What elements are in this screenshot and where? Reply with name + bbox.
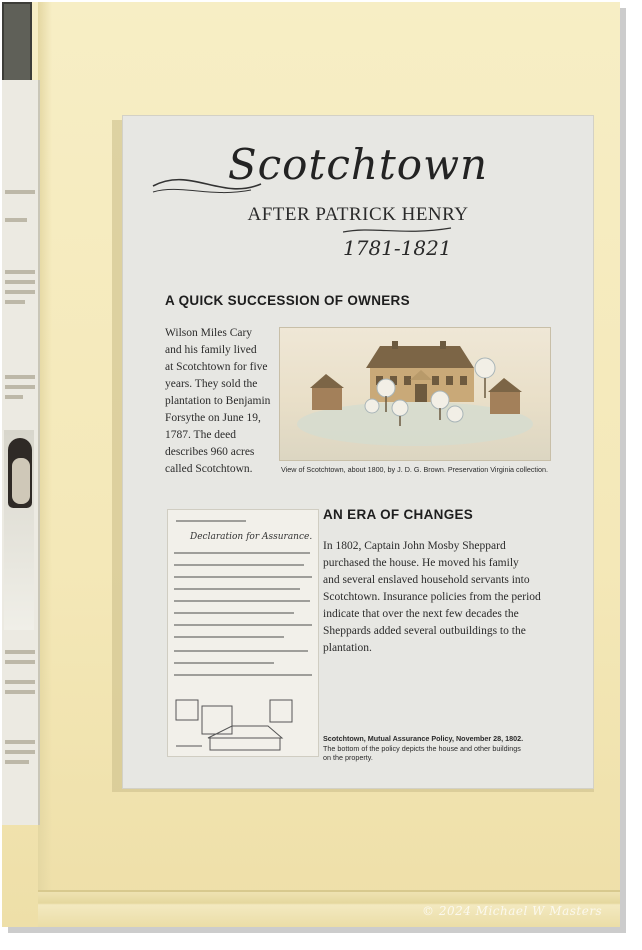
- body-line: plantation to Benjamin: [165, 395, 271, 407]
- panel-text-line: [5, 740, 35, 744]
- panel-text-line: [5, 650, 35, 654]
- document-line: [174, 650, 308, 652]
- body-line: years. They sold the: [165, 378, 258, 390]
- document-line: [174, 636, 284, 638]
- document-line: [174, 588, 300, 590]
- scotchtown-painting: [279, 327, 551, 461]
- body-line: and his family lived: [165, 344, 257, 356]
- photographer-watermark: © 2024 Michael W Masters: [422, 904, 603, 918]
- document-line: [174, 624, 312, 626]
- portrait-face: [12, 458, 30, 504]
- panel-text-line: [5, 760, 29, 764]
- painting-illustration: [280, 328, 550, 460]
- body-line: indicate that over the next few decades the: [323, 608, 519, 620]
- document-line: [176, 520, 246, 522]
- body-line: describes 960 acres: [165, 446, 255, 458]
- body-line: at Scotchtown for five: [165, 361, 268, 373]
- panel-text-line: [5, 270, 35, 274]
- document-line: [174, 612, 294, 614]
- document-building-sketch: [172, 686, 312, 752]
- panel-text-line: [5, 280, 35, 284]
- document-line: [174, 600, 310, 602]
- panel-text-line: [5, 395, 23, 399]
- document-heading: Declaration for Assurance.: [190, 532, 313, 542]
- exhibit-sign: [122, 115, 594, 789]
- sign-title: Scotchtown: [227, 140, 489, 189]
- body-line: Scotchtown. Insurance policies from the period: [323, 591, 541, 603]
- body-line: plantation.: [323, 642, 372, 654]
- panel-text-line: [5, 290, 35, 294]
- document-line: [174, 552, 310, 554]
- adjacent-exhibit-panel: [2, 80, 40, 825]
- document-line: [174, 674, 312, 676]
- picture-frame-edge: [2, 2, 32, 84]
- panel-text-line: [5, 218, 27, 222]
- section-changes-heading: AN ERA OF CHANGES: [323, 507, 474, 522]
- panel-text-line: [5, 375, 35, 379]
- panel-text-line: [5, 300, 25, 304]
- body-line: Forsythe on June 19,: [165, 412, 261, 424]
- policy-caption-line: on the property.: [323, 753, 373, 762]
- body-line: 1787. The deed: [165, 429, 237, 441]
- body-line: In 1802, Captain John Mosby Sheppard: [323, 540, 506, 552]
- portrait-image: [4, 430, 34, 630]
- body-line: and several enslaved household servants into: [323, 574, 530, 586]
- section-owners-body: [165, 325, 270, 478]
- wall-corner-shadow: [38, 2, 52, 890]
- section-owners-heading: A QUICK SUCCESSION OF OWNERS: [165, 293, 410, 308]
- sign-subtitle: AFTER PATRICK HENRY: [247, 204, 469, 225]
- panel-text-line: [5, 190, 35, 194]
- document-line: [174, 662, 274, 664]
- body-line: Sheppards added several outbuildings to the: [323, 625, 526, 637]
- panel-text-line: [5, 750, 35, 754]
- photograph: [2, 2, 620, 927]
- panel-text-line: [5, 660, 35, 664]
- body-line: Wilson Miles Cary: [165, 327, 253, 339]
- policy-caption: [323, 734, 523, 763]
- panel-text-line: [5, 680, 35, 684]
- body-line: called Scotchtown.: [165, 463, 253, 475]
- section-changes-body: [323, 538, 541, 657]
- policy-caption-line: The bottom of the policy depicts the house and other buildings: [323, 743, 521, 753]
- painting-caption: View of Scotchtown, about 1800, by J. D. G. Brown. Preservation Virginia collection.: [281, 465, 549, 474]
- panel-text-line: [5, 385, 35, 389]
- sign-years: 1781-1821: [343, 236, 452, 260]
- policy-caption-title: Scotchtown, Mutual Assurance Policy, November 28, 1802.: [323, 734, 524, 743]
- body-line: purchased the house. He moved his family: [323, 557, 519, 569]
- panel-text-line: [5, 690, 35, 694]
- document-line: [174, 576, 312, 578]
- assurance-policy-document: [167, 509, 319, 757]
- document-line: [174, 564, 304, 566]
